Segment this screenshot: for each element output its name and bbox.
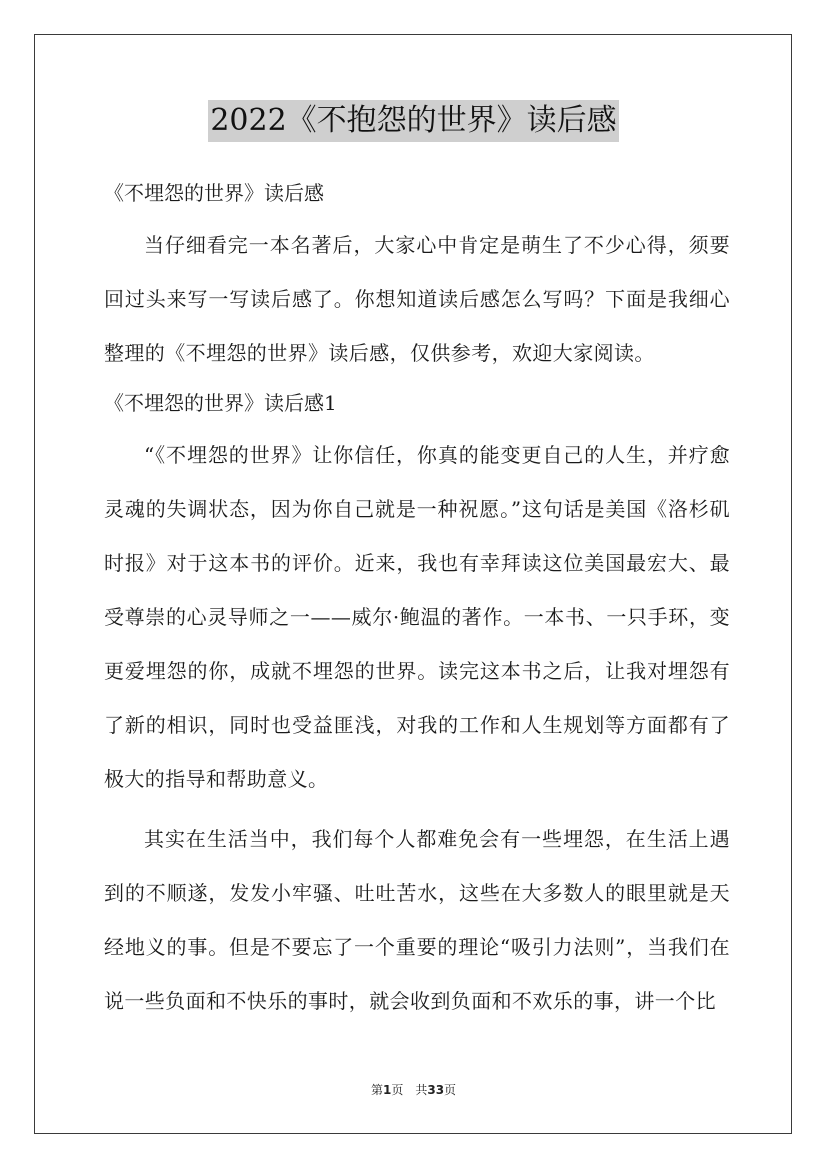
section-heading: 《不埋怨的世界》读后感1 — [104, 391, 337, 415]
page-prefix: 第 — [370, 1083, 383, 1097]
paragraph: “《不埋怨的世界》让你信任，你真的能变更自己的人生，并疗愈灵魂的失调状态，因为你自己就是一种祝愿。”这句话是美国《洛杉矶时报》对于这本书的评价。近来，我也有幸拜读这位美国最宏大、最受尊崇的心灵导师之一——威尔·鲍温的著作。一本书、一只手环，变更爱埋怨的你，成就不埋怨的世界。读完这本书之后，让我对埋怨有了新的相识，同时也受益匪浅，对我的工作和人生规划等方面都有了极大的指导和帮助意义。 — [104, 443, 730, 791]
document-title: 2022《不抱怨的世界》读后感 — [208, 100, 618, 142]
total-suffix: 页 — [444, 1083, 457, 1097]
total-prefix: 共 — [415, 1083, 428, 1097]
paragraph: 其实在生活当中，我们每个人都难免会有一些埋怨，在生活上遇到的不顺遂，发发小牢骚、吐吐苦水，这些在大多数人的眼里就是天经地义的事。但是不要忘了一个重要的理论“吸引力法则”，当我们在说一些负面和不快乐的事时，就会收到负面和不欢乐的事，讲一个比 — [104, 827, 730, 1013]
page-suffix: 页 — [391, 1083, 404, 1097]
section-heading: 《不埋怨的世界》读后感 — [104, 181, 324, 205]
page-number: 1 — [382, 1083, 392, 1097]
document-body — [104, 170, 730, 1028]
title-container — [0, 100, 827, 142]
paragraph: 当仔细看完一本名著后，大家心中肯定是萌生了不少心得，须要回过头来写一写读后感了。你想知道读后感怎么写吗？下面是我细心整理的《不埋怨的世界》读后感，仅供参考，欢迎大家阅读。 — [104, 233, 730, 365]
page-footer — [0, 1082, 827, 1098]
total-pages: 33 — [427, 1083, 445, 1097]
